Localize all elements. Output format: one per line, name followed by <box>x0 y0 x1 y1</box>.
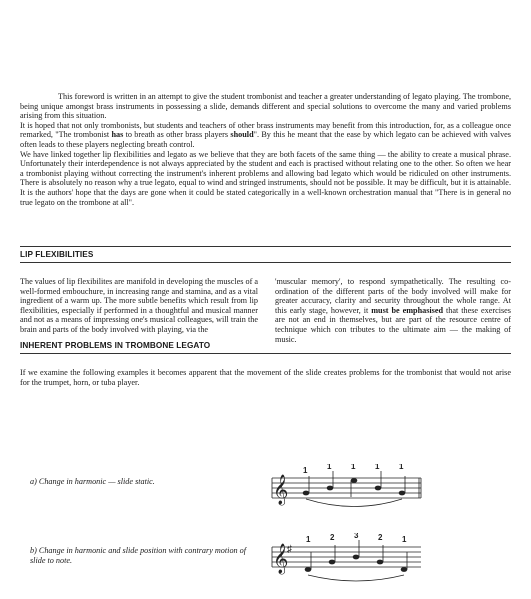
foreword-p2-text-c: ". By this he meant that the ease by which legato can be achieved with valves often leads to these players neglecting breath control. <box>20 130 511 149</box>
slide-position-label: 1 <box>327 464 332 471</box>
foreword-paragraph-1 <box>20 92 511 121</box>
slide-position-label: 2 <box>378 533 383 542</box>
foreword-paragraph-2 <box>20 121 511 150</box>
foreword-p2-emphasis-should: should <box>230 130 254 140</box>
slide-position-label: 2 <box>330 533 335 542</box>
section-divider-bottom <box>20 262 511 263</box>
lip-flexibilities-heading: LIP FLEXIBILITIES <box>20 250 94 259</box>
example-a-label: a) Change in harmonic — slide static. <box>30 477 155 486</box>
slide-position-label: 1 <box>402 535 407 544</box>
section-divider-inherent <box>20 353 511 354</box>
inherent-problems-heading: INHERENT PROBLEMS IN TROMBONE LEGATO <box>20 341 211 350</box>
foreword-p2-emphasis-has: has <box>111 130 124 140</box>
lip-right-text-b: that these exercises are not an end in themselves, but are part of the resource centre of technique which con tributes to the ultimate aim — the making of music. <box>275 305 511 344</box>
foreword-p2-text-a: It is hoped that not only trombonists, but students and teachers of other brass instruments may benefit from this introduction, for, as a colleague once remarked, "The trombonist <box>20 120 511 140</box>
section-divider-top <box>20 246 511 247</box>
slide-position-label: 1 <box>399 464 404 471</box>
slide-position-label: 1 <box>375 464 380 471</box>
slide-position-label: 1 <box>303 466 308 475</box>
sharp-icon: ♯ <box>287 544 292 555</box>
example-b-staff <box>268 533 423 585</box>
treble-clef-icon: 𝄞 <box>273 474 289 504</box>
foreword-line-1: This foreword is written in an attempt to give the student trombonist and teacher a greater understanding of legato <box>58 92 433 101</box>
lip-flexibilities-left-column: The values of lip flexibilites are manifold in developing the muscles of a well-formed embouchure, in increasing range and stamina, and as a vital ingredient of a warm up. The more subtle benefits which result from lip flexibilities, especially if performed in a thoughtful and musical manner and not as a means of impressing one's musical colleagues, will train the brain and parts of the body involved with playing, via the <box>20 277 258 334</box>
lip-right-text-a: 'muscular memory', to respond sympathetically. The resulting co-ordination of the different parts of the body involved will make for greater accuracy, clarity and security throughout the whole range. At this early stage, however, it <box>275 277 511 315</box>
example-b-label: b) Change in harmonic and slide position with contrary motion of slide to note. <box>30 546 247 565</box>
lip-flexibilities-right-column <box>275 277 511 344</box>
foreword-p2-text-b: to breath as other brass players <box>123 130 231 140</box>
foreword <box>20 92 511 207</box>
slide-position-label: 1 <box>306 535 311 544</box>
inherent-problems-intro: If we examine the following examples it becomes apparent that the movement of the slide creates problems for the trombonist that would not arise for the trumpet, horn, or tuba player. <box>20 368 511 387</box>
treble-clef-icon: 𝄞 <box>273 543 289 573</box>
foreword-line-1-rest: playing. The trombone, being unique amongst brass instruments in possessing a slide, demands different and special solutions to overcome the many and varied problems arising from this situation. <box>20 92 511 121</box>
foreword-paragraph-3: We have linked together lip flexibilities and legato as we believe that they are both facets of the same thing — the ability to create a musical phrase. Unfortunately their interdependence is not always appreciated by the student and each is practised without relating one to the other. So often we hear a trombonist playing without correcting the instrument's inherent problems and allowing bad legato which would be ridiculed on other instruments. There is absolutely no reason why a true legato, equal to wind and stringed instruments, should not be possible. It may be difficult, but it is attainable. It is the authors' hope that the days are gone when it could be stated categorically in a well-known orchestration manual that "There is in general no true legato on the trombone at all". <box>20 149 511 207</box>
example-a-staff <box>268 464 423 512</box>
lip-right-emphasis: must be emphasised <box>371 305 444 315</box>
slide-position-label: 1 <box>351 464 356 471</box>
slide-position-label: 3 <box>354 533 359 540</box>
